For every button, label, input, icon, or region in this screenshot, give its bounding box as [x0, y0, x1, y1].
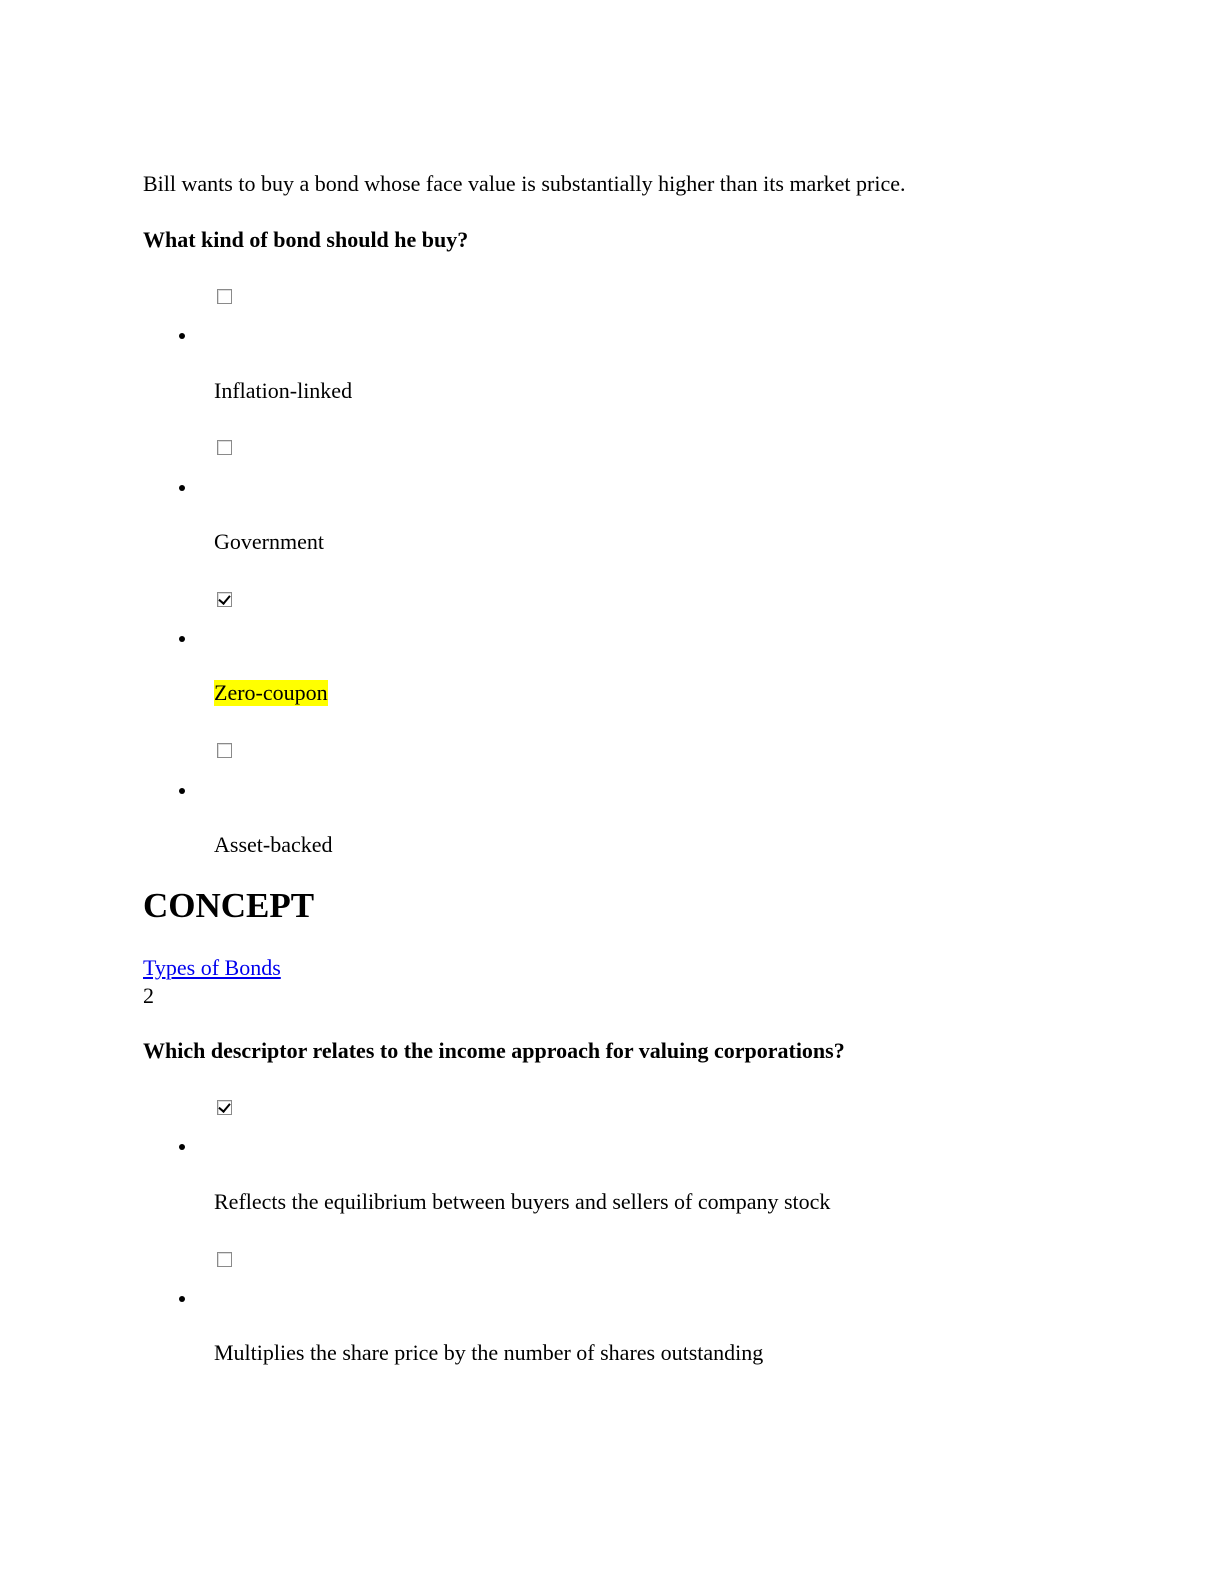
list-bullet — [179, 1144, 185, 1150]
option-label-highlighted: Zero-coupon — [214, 680, 328, 705]
list-bullet — [179, 1296, 185, 1302]
option-label: Multiplies the share price by the number of shares outstanding — [214, 1340, 764, 1365]
concept-link[interactable]: Types of Bonds — [143, 955, 281, 980]
option-checkbox[interactable] — [217, 743, 232, 758]
list-bullet — [179, 788, 185, 794]
concept-heading: CONCEPT — [143, 886, 315, 925]
question-number: 2 — [143, 983, 154, 1008]
list-bullet — [179, 333, 185, 339]
option-checkbox[interactable] — [217, 440, 232, 455]
option-checkbox-checked[interactable] — [217, 1100, 232, 1115]
option-label: Inflation-linked — [214, 378, 353, 403]
question-1-title: What kind of bond should he buy? — [143, 227, 469, 252]
option-checkbox[interactable] — [217, 1252, 232, 1267]
list-bullet — [179, 636, 185, 642]
option-label: Government — [214, 529, 324, 554]
option-label: Reflects the equilibrium between buyers and sellers of company stock — [214, 1189, 831, 1214]
option-checkbox-checked[interactable] — [217, 592, 232, 607]
list-bullet — [179, 485, 185, 491]
question-2-title: Which descriptor relates to the income approach for valuing corporations? — [143, 1038, 845, 1063]
question-intro: Bill wants to buy a bond whose face value is substantially higher than its market price. — [143, 171, 906, 196]
option-checkbox[interactable] — [217, 289, 232, 304]
option-label: Asset-backed — [214, 832, 333, 857]
